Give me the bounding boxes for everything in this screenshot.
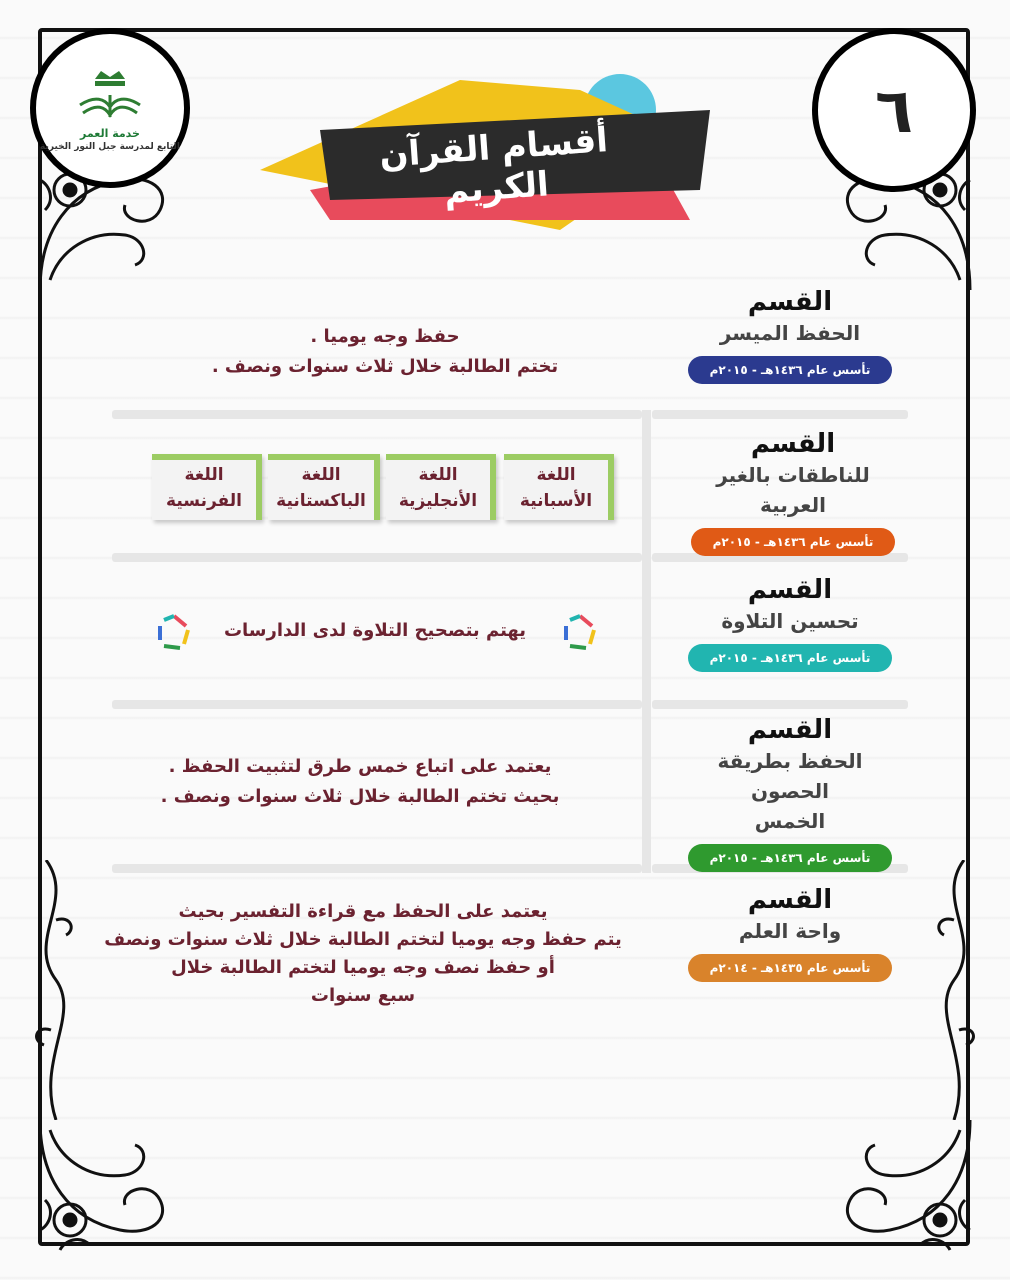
description-line: يهتم بتصحيح التلاوة لدى الدارسات	[223, 620, 527, 641]
section-wahat-alilm	[680, 884, 900, 982]
language-card-spanish	[504, 454, 614, 520]
corner-ornament-bottom-left	[30, 1110, 180, 1260]
description-line: أو حفظ نصف وجه يوميا لتختم الطالبة خلال	[171, 957, 555, 978]
description-line: يعتمد على الحفظ مع قراءة التفسير بحيث	[178, 901, 548, 922]
star-decoration-icon	[154, 612, 194, 652]
section-label: القسم	[747, 885, 833, 915]
section-name: للناطقات بالغير العربية	[716, 463, 870, 517]
section-description	[130, 752, 590, 812]
row-divider	[112, 700, 642, 709]
section-name: واحة العلم	[738, 919, 842, 943]
section-description	[150, 322, 620, 382]
organization-logo	[30, 28, 190, 188]
description-line: بحيث تختم الطالبة خلال ثلاث سنوات ونصف .	[160, 786, 560, 807]
founded-badge: تأسس عام ١٤٣٦هـ - ٢٠١٥م	[688, 356, 893, 384]
side-vine-left	[26, 860, 86, 1120]
star-decoration-icon	[560, 612, 600, 652]
section-description	[86, 898, 640, 1010]
row-divider	[652, 700, 908, 709]
section-five-fortresses	[680, 714, 900, 872]
founded-badge: تأسس عام ١٤٣٦هـ - ٢٠١٥م	[688, 644, 893, 672]
language-card-english	[386, 454, 496, 520]
section-name-line: الخمس	[754, 809, 826, 833]
founded-badge: تأسس عام ١٤٣٥هـ - ٢٠١٤م	[688, 954, 893, 982]
section-label: القسم	[750, 429, 836, 459]
section-description	[200, 616, 550, 646]
banner-title: أقسام القرآن الكريم	[378, 120, 610, 212]
row-divider	[112, 864, 642, 873]
description-line: سبع سنوات	[310, 985, 416, 1006]
description-line: تختم الطالبة خلال ثلاث سنوات ونصف .	[211, 356, 559, 377]
language-card-label: اللغة	[536, 465, 576, 485]
language-card-label: اللغة	[301, 465, 341, 485]
logo-subtitle: التابع لمدرسة جبل النور الخيرية	[40, 141, 180, 152]
section-name: الحفظ الميسر	[719, 321, 861, 345]
description-line: يتم حفظ وجه يوميا لتختم الطالبة خلال ثلاث سنوات ونصف	[104, 929, 622, 950]
language-card-name: الفرنسية	[166, 491, 242, 511]
language-card-pakistani	[268, 454, 380, 520]
language-card-french	[152, 454, 262, 520]
row-divider	[112, 410, 642, 419]
founded-badge: تأسس عام ١٤٣٦هـ - ٢٠١٥م	[691, 528, 896, 556]
section-non-arabic-speakers	[680, 428, 906, 556]
column-divider	[642, 410, 651, 873]
language-card-label: اللغة	[184, 465, 224, 485]
page-number: ٦	[812, 28, 976, 192]
language-card-name: الأنجليزية	[398, 491, 478, 511]
language-card-name: الباكستانية	[276, 491, 366, 511]
founded-badge: تأسس عام ١٤٣٦هـ - ٢٠١٥م	[688, 844, 893, 872]
side-vine-right	[924, 860, 984, 1120]
row-divider	[652, 410, 908, 419]
corner-ornament-bottom-right	[830, 1110, 980, 1260]
section-name: تحسين التلاوة	[721, 609, 859, 633]
section-label: القسم	[747, 575, 833, 605]
description-line: حفظ وجه يوميا .	[310, 326, 460, 347]
logo-title: خدمة العمر	[80, 126, 140, 140]
description-line: يعتمد على اتباع خمس طرق لتثبيت الحفظ .	[168, 756, 552, 777]
section-name-line: الحفظ بطريقة الحصون	[717, 749, 863, 803]
row-divider	[112, 553, 642, 562]
section-label: القسم	[747, 715, 833, 745]
language-card-label: اللغة	[418, 465, 458, 485]
open-book-crown-icon	[75, 65, 145, 123]
language-card-name: الأسبانية	[519, 491, 593, 511]
section-label: القسم	[747, 287, 833, 317]
section-hifz-muyassar	[680, 286, 900, 384]
section-tahseen-tilawa	[680, 574, 900, 672]
title-banner	[260, 70, 730, 240]
